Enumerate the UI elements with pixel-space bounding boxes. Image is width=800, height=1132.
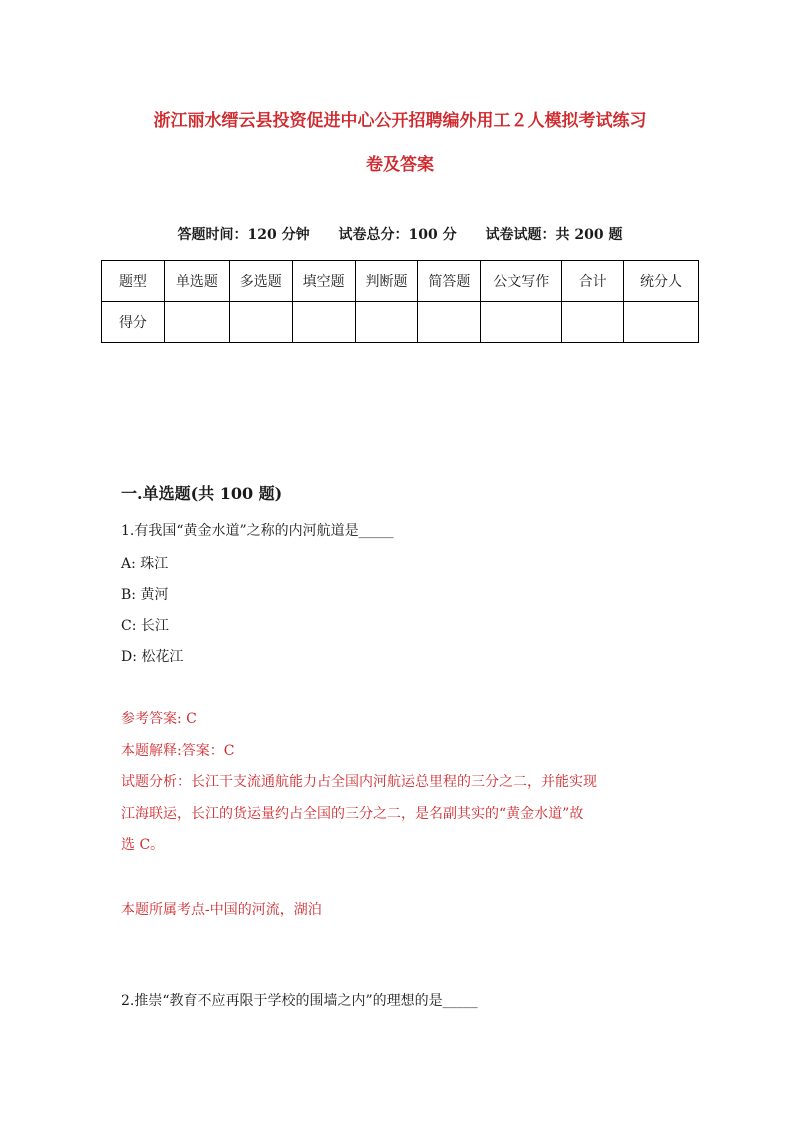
header-cell: 简答题 xyxy=(418,261,481,302)
question-1-analysis-line-3: 选 C。 xyxy=(121,837,165,853)
question-1-analysis-line-1: 试题分析：长江干支流通航能力占全国内河航运总里程的三分之二，并能实现 xyxy=(121,774,597,790)
header-cell: 判断题 xyxy=(355,261,418,302)
document-title-line-2: 卷及答案 xyxy=(366,155,434,175)
header-cell: 题型 xyxy=(102,261,165,302)
question-1-explanation: 本题解释:答案：C xyxy=(121,743,235,759)
score-cell xyxy=(164,302,229,343)
header-cell: 多选题 xyxy=(229,261,292,302)
exam-total-score: 试卷总分：100 分 xyxy=(338,227,457,243)
row-label: 得分 xyxy=(102,302,165,343)
score-cell xyxy=(292,302,355,343)
score-cell xyxy=(481,302,562,343)
question-1-topic: 本题所属考点-中国的河流，湖泊 xyxy=(121,902,322,918)
document-title-line-1: 浙江丽水缙云县投资促进中心公开招聘编外用工２人模拟考试练习 xyxy=(153,111,647,131)
header-cell: 统分人 xyxy=(624,261,699,302)
score-cell xyxy=(418,302,481,343)
header-cell: 合计 xyxy=(562,261,624,302)
exam-question-count: 试卷试题：共 200 题 xyxy=(485,227,623,243)
question-1-analysis-line-2: 江海联运，长江的货运量约占全国的三分之二，是名副其实的“黄金水道”故 xyxy=(121,806,584,822)
header-cell: 公文写作 xyxy=(481,261,562,302)
score-cell xyxy=(562,302,624,343)
question-1-stem: 1.有我国“黄金水道”之称的内河航道是_____ xyxy=(121,523,394,539)
question-1-option-b: B: 黄河 xyxy=(121,587,169,603)
question-1-option-c: C: 长江 xyxy=(121,618,169,634)
score-table-score-row xyxy=(102,302,699,343)
score-cell xyxy=(355,302,418,343)
question-1-answer: 参考答案: C xyxy=(121,711,197,727)
score-cell xyxy=(229,302,292,343)
score-cell xyxy=(624,302,699,343)
header-cell: 单选题 xyxy=(164,261,229,302)
score-table-header-row xyxy=(102,261,699,302)
header-cell: 填空题 xyxy=(292,261,355,302)
score-table xyxy=(101,260,699,343)
section-title: 一.单选题(共 100 题) xyxy=(121,484,283,503)
question-2-stem: 2.推崇“教育不应再限于学校的围墙之内”的理想的是_____ xyxy=(121,993,478,1009)
exam-info xyxy=(0,224,800,244)
exam-time: 答题时间：120 分钟 xyxy=(177,227,310,243)
question-1-option-a: A: 珠江 xyxy=(121,556,169,572)
question-1-option-d: D: 松花江 xyxy=(121,649,184,665)
